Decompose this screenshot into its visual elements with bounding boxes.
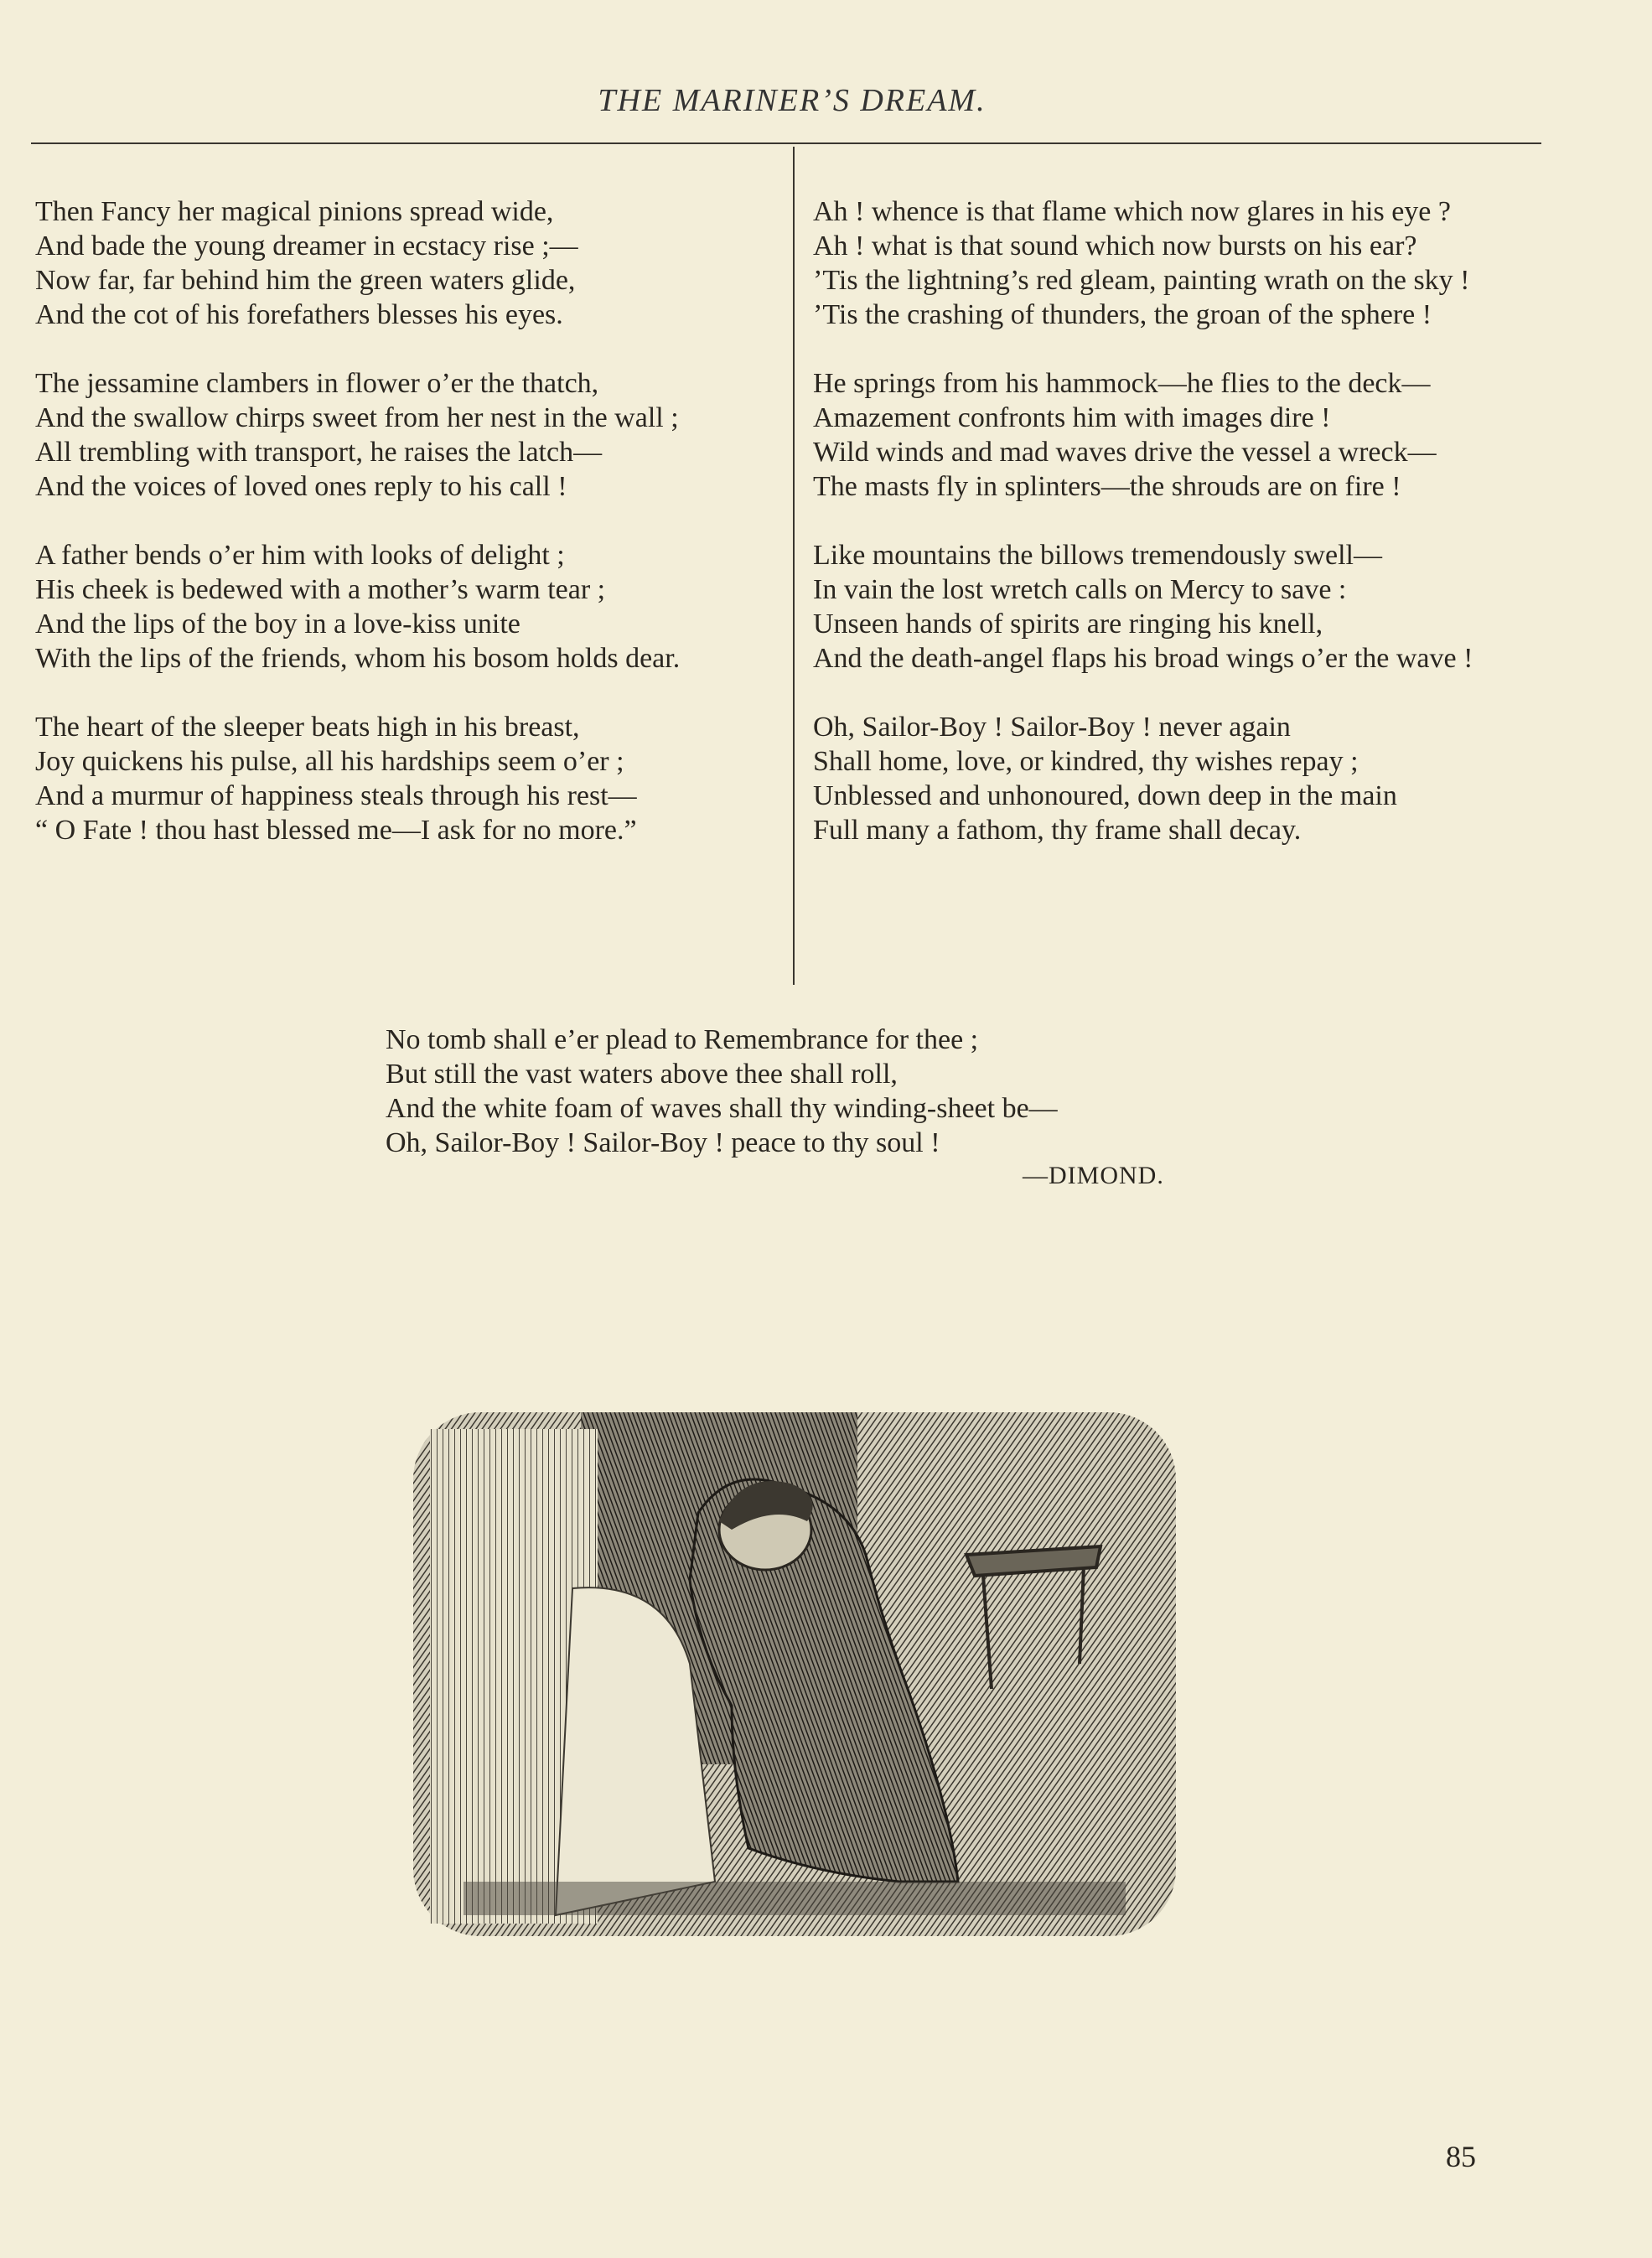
poem-line: The jessamine clambers in flower o’er the thatch, [35, 368, 599, 399]
stanza [813, 710, 1546, 847]
stanza [813, 194, 1546, 332]
stanza [35, 194, 773, 332]
poem-line: Oh, Sailor-Boy ! Sailor-Boy ! peace to thy soul ! [386, 1127, 940, 1158]
header-rule [31, 142, 1541, 144]
closing-stanza [386, 1023, 1224, 1160]
poem-line: Amazement confronts him with images dire ! [813, 402, 1331, 433]
poem-line: And the voices of loved ones reply to his call ! [35, 471, 567, 502]
poem-line: The masts fly in splinters—the shrouds are on fire ! [813, 471, 1401, 502]
poem-line: And bade the young dreamer in ecstacy rise ;— [35, 230, 578, 262]
poem-line: But still the vast waters above thee shall roll, [386, 1059, 898, 1090]
poem-line: Unseen hands of spirits are ringing his knell, [813, 609, 1323, 640]
poem-line: ’Tis the crashing of thunders, the groan of the sphere ! [813, 299, 1432, 330]
poem-line: All trembling with transport, he raises the latch— [35, 437, 603, 468]
poem-line: And the white foam of waves shall thy winding-sheet be— [386, 1093, 1058, 1124]
poem-line: ’Tis the lightning’s red gleam, painting wrath on the sky ! [813, 265, 1470, 296]
poem-line: Like mountains the billows tremendously swell— [813, 540, 1382, 571]
poem-line: And the swallow chirps sweet from her nest in the wall ; [35, 402, 679, 433]
poem-line: Now far, far behind him the green waters glide, [35, 265, 576, 296]
stanza [35, 366, 773, 504]
poem-line: And the cot of his forefathers blesses his eyes. [35, 299, 563, 330]
poem-line: With the lips of the friends, whom his bosom holds dear. [35, 643, 681, 674]
floor-shadow [463, 1882, 1126, 1915]
poem-line: Shall home, love, or kindred, thy wishes repay ; [813, 746, 1359, 777]
left-column [35, 194, 773, 882]
poem-line: Oh, Sailor-Boy ! Sailor-Boy ! never again [813, 712, 1291, 743]
page-title: THE MARINER’S DREAM. [598, 83, 987, 118]
poem-line: He springs from his hammock—he flies to the deck— [813, 368, 1431, 399]
poem-line: Ah ! whence is that flame which now glares in his eye ? [813, 196, 1451, 227]
poem-line: And the lips of the boy in a love-kiss unite [35, 609, 520, 640]
poem-line: Wild winds and mad waves drive the vessel a wreck— [813, 437, 1437, 468]
poem-line: Ah ! what is that sound which now bursts on his ear? [813, 230, 1417, 262]
poem-line: The heart of the sleeper beats high in his breast, [35, 712, 580, 743]
poem-line: No tomb shall e’er plead to Remembrance for thee ; [386, 1024, 979, 1055]
stanza [35, 710, 773, 847]
stanza [813, 538, 1546, 676]
poem-line: Joy quickens his pulse, all his hardships seem o’er ; [35, 746, 624, 777]
poem-line: Unblessed and unhonoured, down deep in the main [813, 780, 1397, 811]
right-column [813, 194, 1546, 882]
column-divider [793, 147, 795, 985]
author-attribution: —DIMOND. [1023, 1162, 1164, 1189]
poem-line: His cheek is bedewed with a mother’s warm tear ; [35, 574, 606, 605]
poem-line: “ O Fate ! thou hast blessed me—I ask for no more.” [35, 815, 637, 846]
stanza [35, 538, 773, 676]
poem-line: A father bends o’er him with looks of delight ; [35, 540, 565, 571]
poem-line: And the death-angel flaps his broad wings o’er the wave ! [813, 643, 1473, 674]
poem-line: Then Fancy her magical pinions spread wide, [35, 196, 554, 227]
engraving-kneeling-boy-illustration [413, 1412, 1176, 1936]
poem-line: In vain the lost wretch calls on Mercy to save : [813, 574, 1347, 605]
stanza [813, 366, 1546, 504]
poem-line: Full many a fathom, thy frame shall decay. [813, 815, 1302, 846]
page-number: 85 [1446, 2140, 1476, 2173]
poem-line: And a murmur of happiness steals through his rest— [35, 780, 637, 811]
